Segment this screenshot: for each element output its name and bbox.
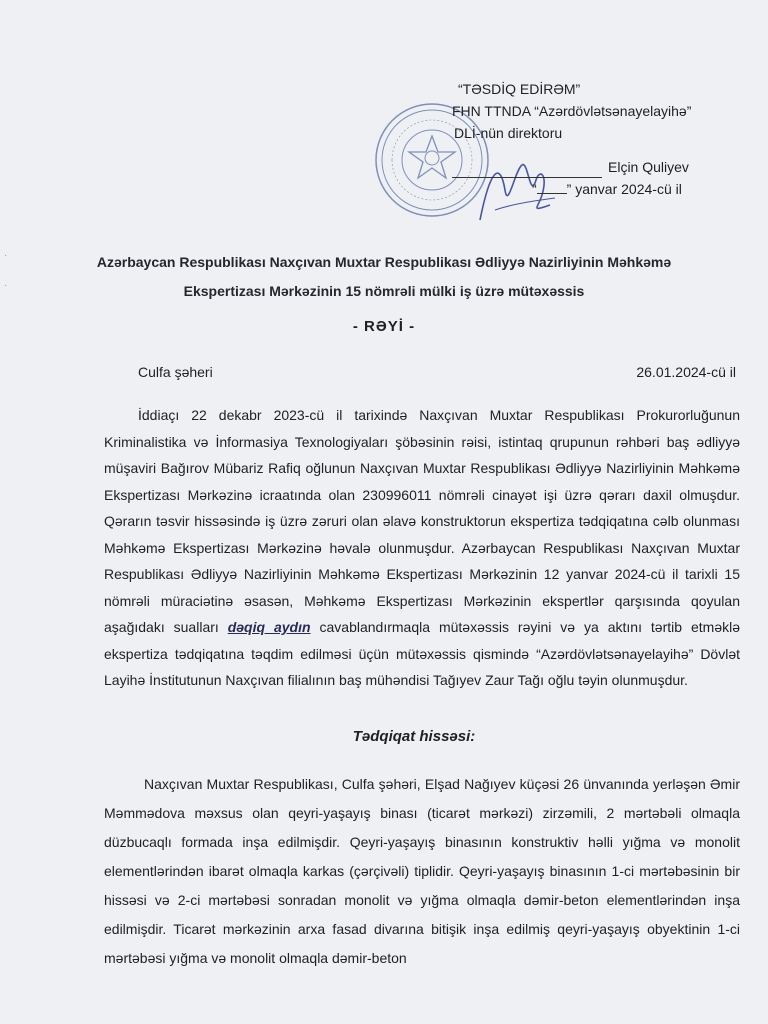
approval-signer-line — [452, 156, 752, 178]
paragraph-intro — [104, 402, 740, 694]
heading-line-1: Azərbaycan Respublikası Naxçıvan Muxtar Respublikası Ədliyyə Nazirliyinin Məhkəmə — [96, 254, 672, 270]
paragraph-intro-before: İddiaçı 22 dekabr 2023-cü il tarixində Naxçıvan Muxtar Respublikası Prokurorluğunun Kriminalistika və İnformasiya Texnologiyaları şöbəsinin rəisi, istintaq qrupunun rəhbəri baş ədliyyə müşaviri Bağırov Mübariz Rafiq oğlunun Naxçıvan Muxtar Respublikası Ədliyyə Nazirliyinin Məhkəmə Ekspertizası Mərkəzinə icraatında olan 230996011 nömrəli cinayət işi üzrə qərarı daxil olmuşdur. Qərarın təsvir hissəsində iş üzrə zəruri olan əlavə konstruktorun ekspertiza tədqiqatına cəlb olunması Məhkəmə Ekspertizası Mərkəzinə həvalə olunmuşdur. Azərbaycan Respublikası Naxçıvan Muxtar Respublikası Ədliyyə Nazirliyinin Məhkəmə Ekspertizası Mərkəzinin 12 yanvar 2024-cü il tarixli 15 nömrəli müraciətinə əsasən, Məhkəmə Ekspertizası Mərkəzinin ekspertlər qarşısında qoyulan aşağıdakı sualları — [104, 407, 740, 635]
document-heading — [40, 248, 728, 306]
approval-date-quote-close: ” — [566, 181, 572, 197]
approval-date-quote-open: “ — [532, 181, 537, 197]
section-title: Tədqiqat hissəsi: — [352, 728, 476, 745]
document-date: 26.01.2024-cü il — [636, 364, 736, 380]
approval-signer: Elçin Quliyev — [608, 159, 689, 175]
paragraph-intro-after: cavablandırmaqla mütəxəssis rəyini və ya aktını tərtib etməklə ekspertiza tədqiqatına təqdim edilməsi üçün mütəxəssis qismində “Azərdövlətsənayelayihə” Dövlət Layihə İnstitutunun Naxçıvan filialının baş mühəndisi Tağıyev Zaur Tağı oğlu təyin olunmuşdur. — [104, 619, 740, 688]
emphasized-text: dəqiq aydın — [227, 619, 311, 635]
approval-organization: FHN TTNDA “Azərdövlətsənayelayihə” — [452, 103, 692, 119]
scan-mark: · — [4, 280, 8, 291]
place-text: Culfa şəheri — [138, 364, 213, 380]
approval-date-text: yanvar 2024-cü il — [575, 181, 682, 197]
document-subtitle: - RƏYİ - — [352, 318, 416, 335]
approval-date-line — [532, 178, 752, 200]
approval-position: DLİ-nün direktoru — [454, 125, 563, 141]
heading-line-2: Ekspertizası Mərkəzinin 15 nömrəli mülki iş üzrə mütəxəssis — [183, 283, 585, 299]
date-blank — [537, 193, 567, 194]
approval-block — [452, 78, 752, 200]
paragraph-research: Naxçıvan Muxtar Respublikası, Culfa şəhəri, Elşad Nağıyev küçəsi 26 ünvanında yerləşən Əmir Məmmədova məxsus olan qeyri-yaşayış binası (ticarət mərkəzi) zirzəmili, 2 mərtəbəli olmaqla düzbucaqlı formada inşa edilmişdir. Qeyri-yaşayış binasının konstruktiv həlli yığma və monolit elementlərindən ibarət olmaqla karkas (çərçivəli) tiplidir. Qeyri-yaşayış binasının 1-ci mərtəbəsinin bir hissəsi və 2-ci mərtəbəsi sonradan monolit və yığma olmaqla dəmir-beton elementlərindən inşa edilmişdir. Ticarət mərkəzinin arxa fasad divarına bitişik inşa edilmiş qeyri-yaşayış obyektinin 1-ci mərtəbəsi yığma və monolit olmaqla dəmir-beton — [104, 776, 740, 966]
approval-title: “TƏSDİQ EDİRƏM” — [458, 81, 581, 97]
scan-mark: · — [4, 250, 8, 261]
